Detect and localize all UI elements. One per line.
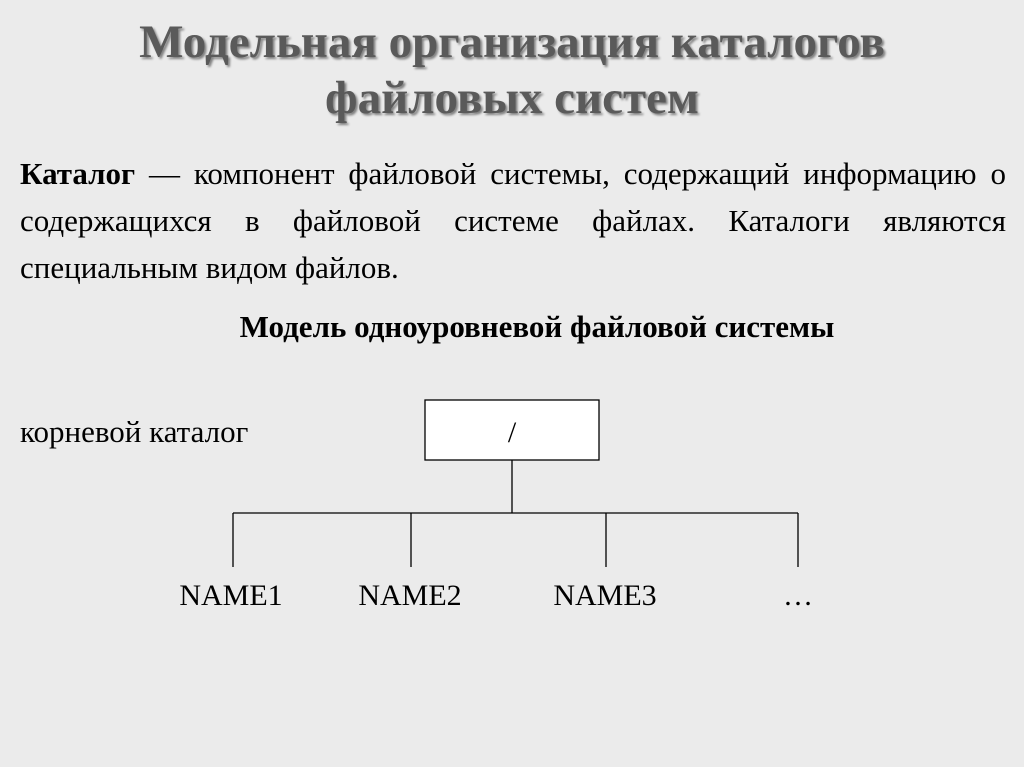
root-directory-label: корневой каталог (20, 414, 249, 449)
slide-title-line-2: файловых систем (325, 72, 699, 124)
slide-title-line-1: Модельная организация каталогов (139, 16, 885, 68)
definition-term: Каталог (20, 156, 136, 191)
child-node-ellipsis: … (783, 579, 813, 612)
definition-text: — компонент файловой системы, содержащий информацию о содержащихся в файловой системе файлах. Каталоги являются специальным видом файлов. (20, 156, 1006, 285)
child-node-name2: NAME2 (358, 579, 462, 612)
child-node-name1: NAME1 (179, 579, 283, 612)
child-node-name3: NAME3 (553, 579, 657, 612)
diagram-subtitle: Модель одноуровневой файловой системы (239, 309, 835, 344)
root-node-label: / (507, 416, 517, 449)
